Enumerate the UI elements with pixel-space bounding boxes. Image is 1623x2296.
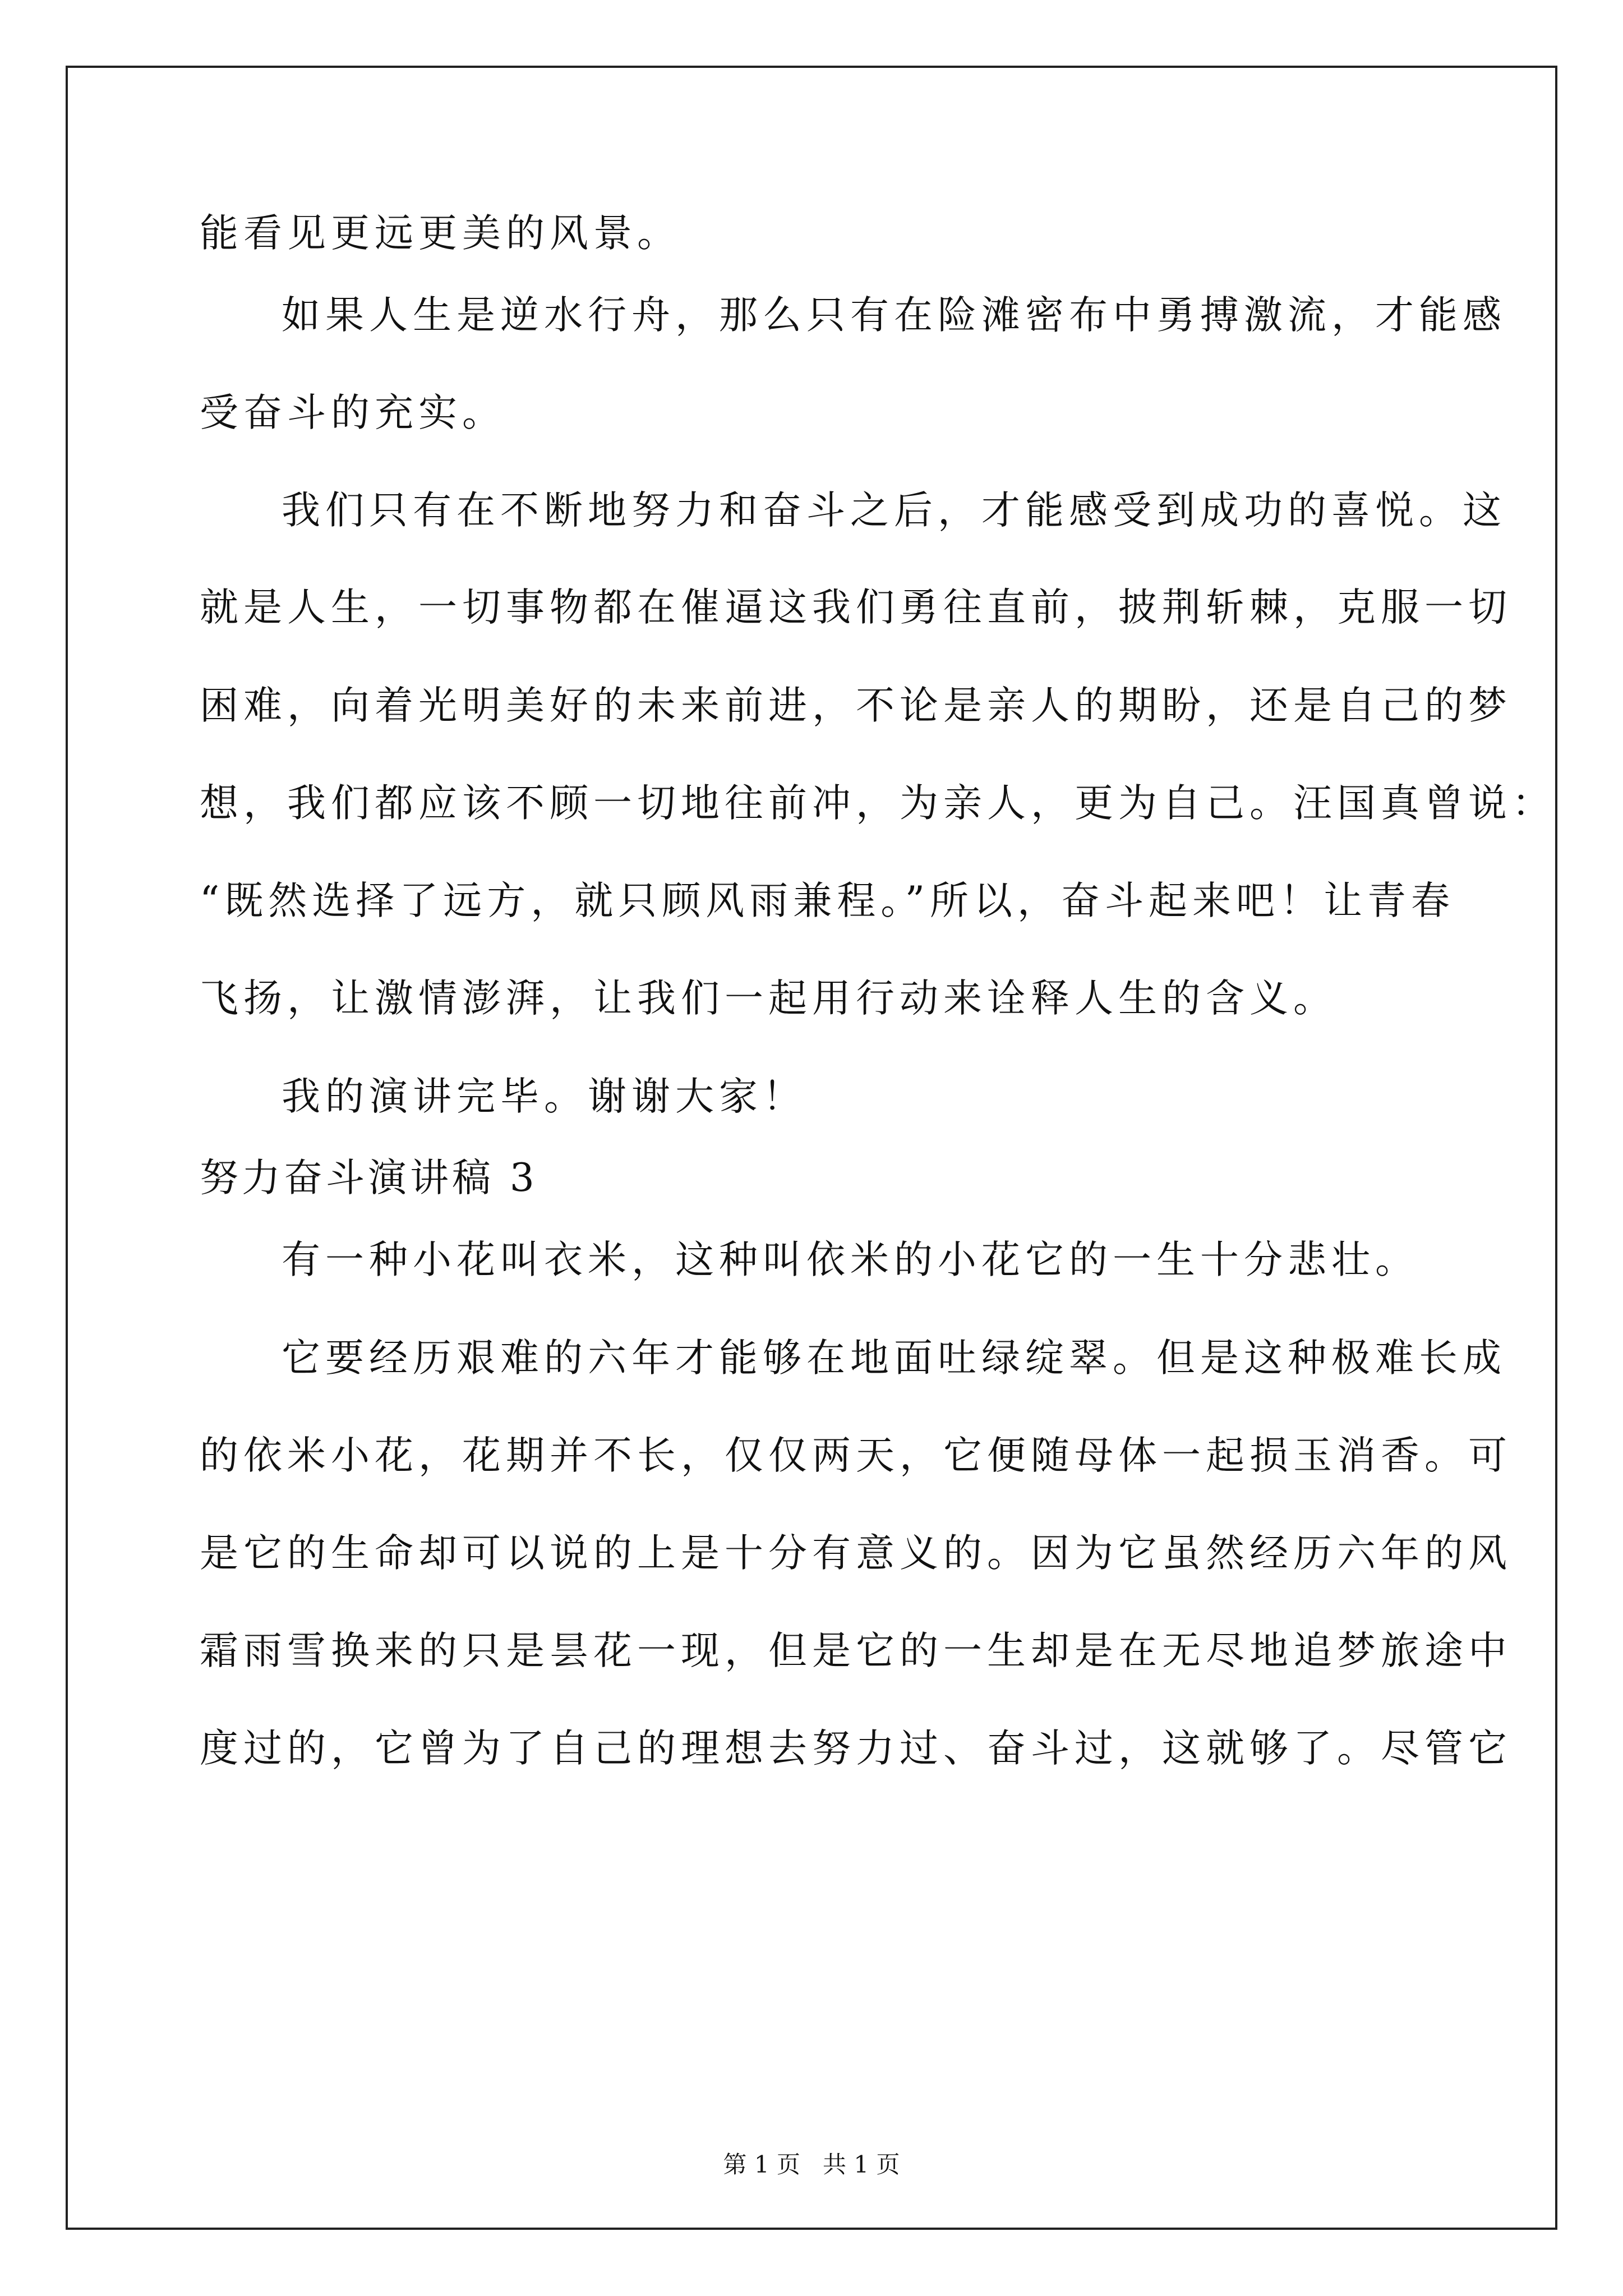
- body-line-5: 就是人生，一切事物都在催逼这我们勇往直前，披荆斩棘，克服一切: [200, 585, 1512, 630]
- body-line-15: 是它的生命却可以说的上是十分有意义的。因为它虽然经历六年的风: [200, 1531, 1512, 1576]
- body-line-4: 我们只有在不断地努力和奋斗之后，才能感受到成功的喜悦。这: [282, 488, 1506, 533]
- body-line-8: “既然选择了远方，就只顾风雨兼程。”所以，奋斗起来吧！让青春: [200, 878, 1455, 923]
- body-line-6: 困难，向着光明美好的未来前进，不论是亲人的期盼，还是自己的梦: [200, 683, 1512, 728]
- body-line-16: 霜雨雪换来的只是昙花一现，但是它的一生却是在无尽地追梦旅途中: [200, 1628, 1512, 1673]
- body-line-13: 它要经历艰难的六年才能够在地面吐绿绽翠。但是这种极难长成: [282, 1336, 1506, 1381]
- section-heading: 努力奋斗演讲稿 3: [200, 1156, 538, 1200]
- body-line-7: 想，我们都应该不顾一切地往前冲，为亲人，更为自己。汪国真曾说：: [200, 781, 1556, 826]
- page-number-footer: 第 1 页 共 1 页: [723, 2151, 900, 2178]
- body-line-1: 能看见更远更美的风景。: [200, 211, 681, 256]
- body-line-14: 的依米小花，花期并不长，仅仅两天，它便随母体一起损玉消香。可: [200, 1433, 1512, 1478]
- body-line-17: 度过的，它曾为了自己的理想去努力过、奋斗过，这就够了。尽管它: [200, 1726, 1512, 1771]
- body-line-9: 飞扬，让激情澎湃，让我们一起用行动来诠释人生的含义。: [200, 976, 1337, 1021]
- body-line-10: 我的演讲完毕。谢谢大家！: [282, 1074, 806, 1119]
- body-line-3: 受奋斗的充实。: [200, 390, 506, 435]
- body-line-12: 有一种小花叫衣米，这种叫依米的小花它的一生十分悲壮。: [282, 1237, 1419, 1282]
- body-line-2: 如果人生是逆水行舟，那么只有在险滩密布中勇搏激流，才能感: [282, 293, 1506, 338]
